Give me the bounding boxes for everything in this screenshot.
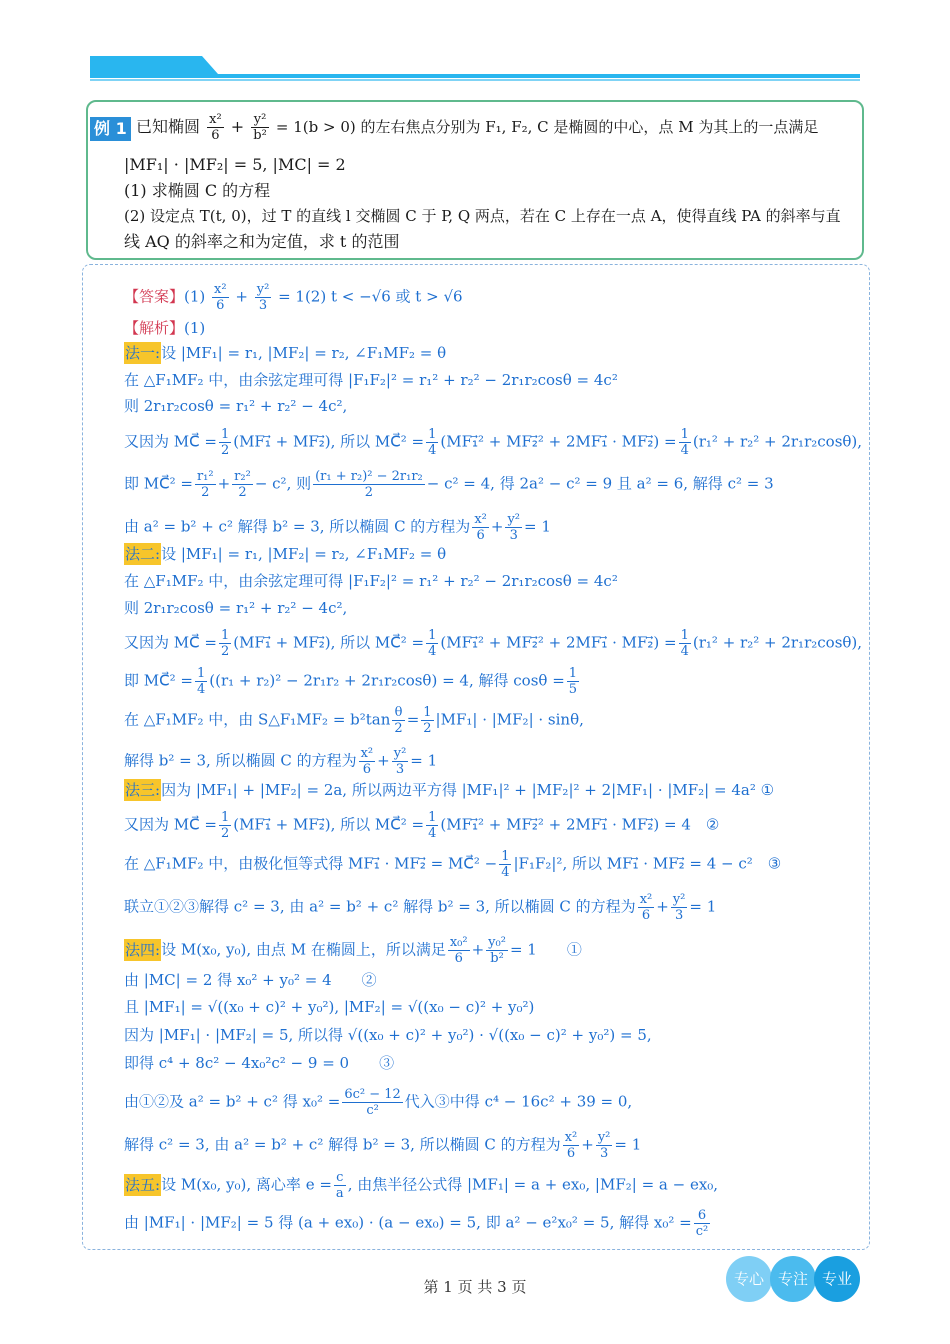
method2-line-6: 在 △F₁MF₂ 中，由 S△F₁MF₂ = b²tan $\frac{\theta}{2}$ = $\frac{1}{2}$ |MF₁| · |MF₂| · sinθ, <box>124 705 584 736</box>
method4-line-1: 法四:设 M(x₀, y₀), 由点 M 在椭圆上，所以满足 $\frac{\text{x₀²}}{6}$ + $\frac{\text{y₀²}}{\text{b²}}$ = 1 ① <box>125 935 582 966</box>
header-decoration <box>90 54 860 84</box>
method4-line-2: 由 |MC| = 2 得 x₀² + y₀² = 4 ② <box>124 971 377 989</box>
analysis-line: 【解析】(1) <box>124 319 206 337</box>
method5-tag: 法五: <box>125 1175 161 1194</box>
method2-line-2: 在 △F₁MF₂ 中，由余弦定理可得 |F₁F₂|² = r₁² + r₂² − 2r₁r₂cosθ = 4c² <box>124 572 618 590</box>
method2-tag: 法二: <box>125 545 161 563</box>
method3-tag: 法三: <box>125 781 161 799</box>
method4-line-6: 由①②及 a² = b² + c² 得 x₀² = $\frac{\text{6c² − 12}}{\text{c²}}$ 代入③中得 c⁴ − 16c² + 39 = 0, <box>124 1087 633 1118</box>
badge-professional: 专业 <box>814 1256 860 1302</box>
example-tag: 例 1 <box>90 117 131 141</box>
answer-line: 【答案】(1) $\frac{\text{x²}}{6}$ + $\frac{\text{y²}}{3}$ = 1(2) t < −√6 或 t > √6 <box>124 282 463 313</box>
badge-focus-heart: 专心 <box>726 1256 772 1302</box>
method3-line-4: 联立①②③解得 c² = 3, 由 a² = b² + c² 解得 b² = 3, 所以椭圆 C 的方程为 $\frac{\text{x²}}{6}$ + $\frac{\text{y²}}{3}$ = 1 <box>124 892 717 923</box>
method4-tag: 法四: <box>125 940 161 959</box>
method4-line-3: 且 |MF₁| = √((x₀ + c)² + y₀²), |MF₂| = √((x₀ − c)² + y₀²) <box>124 998 535 1016</box>
method1-line-6: 由 a² = b² + c² 解得 b² = 3, 所以椭圆 C 的方程为 $\frac{\text{x²}}{6}$ + $\frac{\text{y²}}{3}$ = 1 <box>124 512 551 543</box>
method2-line-1: 法二:设 |MF₁| = r₁, |MF₂| = r₂, ∠F₁MF₂ = θ <box>125 545 447 563</box>
question-line-2: |MF₁| · |MF₂| = 5, |MC| = 2 <box>124 155 346 174</box>
method1-line-3: 则 2r₁r₂cosθ = r₁² + r₂² − 4c², <box>124 397 348 415</box>
method1-line-1: 法一:设 |MF₁| = r₁, |MF₂| = r₂, ∠F₁MF₂ = θ <box>125 344 447 362</box>
method5-line-2: 由 |MF₁| · |MF₂| = 5 得 (a + ex₀) · (a − ex₀) = 5, 即 a² − e²x₀² = 5, 解得 x₀² = $\frac{6}{\text{c²}}$ <box>124 1208 709 1239</box>
method1-line-5: 即 MC⃗² = $\frac{\text{r₁²}}{2}$ + $\frac{\text{r₂²}}{2}$ − c², 则 $\frac{\text{(r₁ + r₂)² − 2r₁r₂}}{2}$ − c² = 4, 得 2a² − c² = 9 且 a² = 6, 解得 c² = 3 <box>124 469 774 500</box>
question-line-3: (1) 求椭圆 C 的方程 <box>124 181 271 200</box>
method5-line-1: 法五:设 M(x₀, y₀), 离心率 e = $\frac{c}{a}$ , 由焦半径公式得 |MF₁| = a + ex₀, |MF₂| = a − ex₀, <box>125 1170 719 1201</box>
method2-line-4: 又因为 MC⃗ = $\frac{1}{2}$ (MF₁⃗ + MF₂⃗), 所以 MC⃗² = $\frac{1}{4}$ (MF₁⃗² + MF₂⃗² + 2MF₁⃗ · MF₂⃗) = $\frac{1}{4}$ (r₁² + r₂² + 2r₁r₂cosθ), <box>124 628 863 659</box>
method2-line-5: 即 MC⃗² = $\frac{1}{4}$ ((r₁ + r₂)² − 2r₁r₂ + 2r₁r₂cosθ) = 4, 解得 cosθ = $\frac{1}{5}$ <box>124 666 578 697</box>
badge-focus-attention: 专注 <box>770 1256 816 1302</box>
method3-line-2: 又因为 MC⃗ = $\frac{1}{2}$ (MF₁⃗ + MF₂⃗), 所以 MC⃗² = $\frac{1}{4}$ (MF₁⃗² + MF₂⃗² + 2MF₁⃗ · MF₂⃗) = 4 ② <box>124 810 720 841</box>
method1-tag: 法一: <box>125 344 161 362</box>
method2-line-3: 则 2r₁r₂cosθ = r₁² + r₂² − 4c², <box>124 599 348 617</box>
method3-line-3: 在 △F₁MF₂ 中，由极化恒等式得 MF₁⃗ · MF₂⃗ = MC⃗² − $\frac{1}{4}$ |F₁F₂|², 所以 MF₁⃗ · MF₂⃗ = 4 − c² ③ <box>124 849 782 880</box>
method3-line-1: 法三:因为 |MF₁| + |MF₂| = 2a, 所以两边平方得 |MF₁|² + |MF₂|² + 2|MF₁| · |MF₂| = 4a² ① <box>125 781 775 799</box>
question-line-5: 线 AQ 的斜率之和为定值，求 t 的范围 <box>124 232 400 251</box>
method4-line-5: 即得 c⁴ + 8c² − 4x₀²c² − 9 = 0 ③ <box>124 1054 395 1072</box>
question-line-4: (2) 设定点 T(t, 0)，过 T 的直线 l 交椭圆 C 于 P, Q 两点，若在 C 上存在一点 A，使得直线 PA 的斜率与直 <box>124 207 841 225</box>
method1-line-4: 又因为 MC⃗ = $\frac{1}{2}$ (MF₁⃗ + MF₂⃗), 所以 MC⃗² = $\frac{1}{4}$ (MF₁⃗² + MF₂⃗² + 2MF₁⃗ · MF₂⃗) = $\frac{1}{4}$ (r₁² + r₂² + 2r₁r₂cosθ), <box>124 427 863 458</box>
method2-line-7: 解得 b² = 3, 所以椭圆 C 的方程为 $\frac{\text{x²}}{6}$ + $\frac{\text{y²}}{3}$ = 1 <box>124 746 438 777</box>
method1-line-2: 在 △F₁MF₂ 中，由余弦定理可得 |F₁F₂|² = r₁² + r₂² − 2r₁r₂cosθ = 4c² <box>124 371 618 389</box>
page-number: 第 1 页 共 3 页 <box>423 1278 527 1296</box>
method4-line-4: 因为 |MF₁| · |MF₂| = 5, 所以得 √((x₀ + c)² + y₀²) · √((x₀ − c)² + y₀²) = 5, <box>124 1026 652 1044</box>
method4-line-7: 解得 c² = 3, 由 a² = b² + c² 解得 b² = 3, 所以椭圆 C 的方程为 $\frac{\text{x²}}{6}$ + $\frac{\text{y²}}{3}$ = 1 <box>124 1130 642 1161</box>
question-line-1: 已知椭圆 $\frac{\text{x²}}{6}$ + $\frac{\text{y²}}{\text{b²}}$ = 1(b > 0) 的左右焦点分别为 F₁, F₂, C 是椭圆的中心，点 M 为其上的一点满足 <box>136 112 819 143</box>
